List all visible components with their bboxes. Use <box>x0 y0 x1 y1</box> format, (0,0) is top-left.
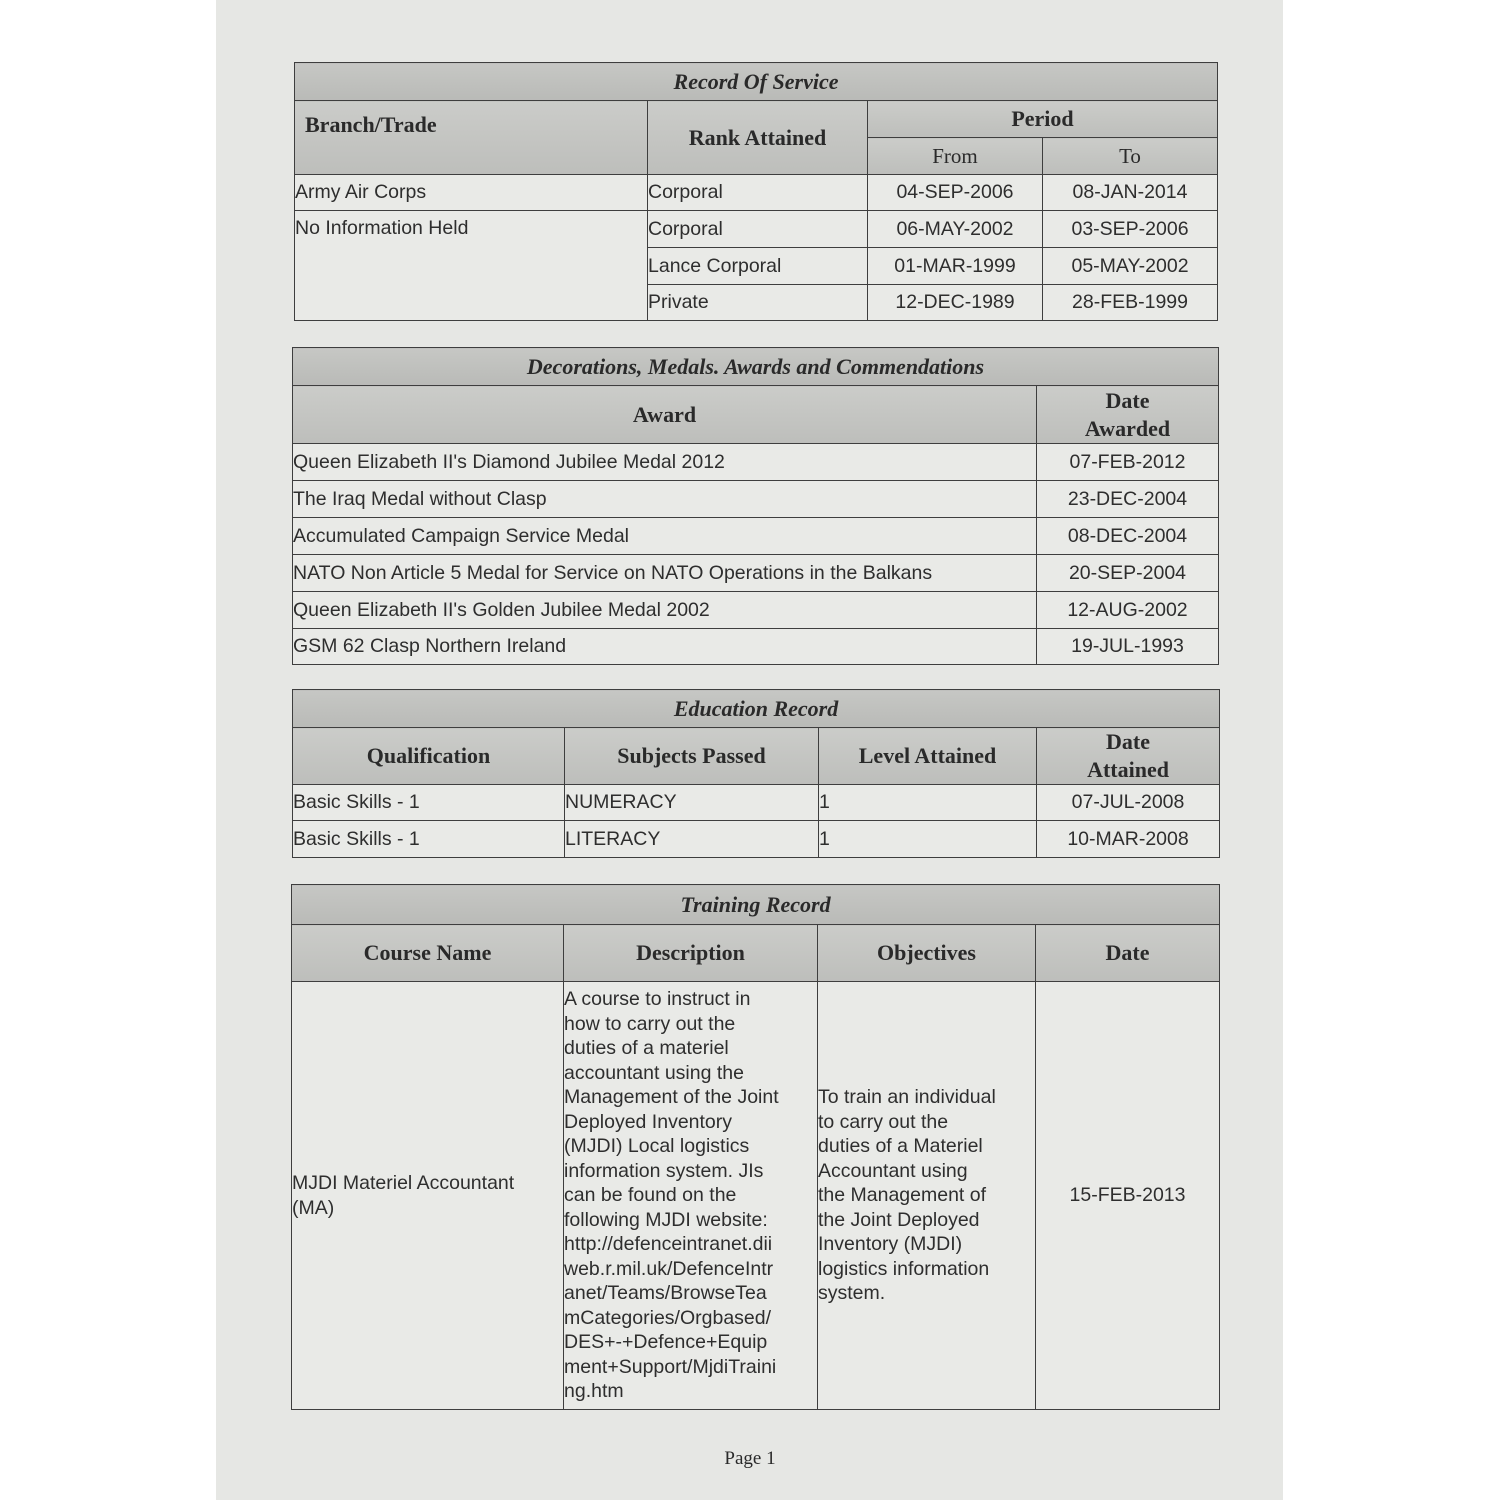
column-header-award: Award <box>293 386 1037 444</box>
column-header-rank: Rank Attained <box>648 101 868 175</box>
column-header-date: Date <box>1036 925 1220 982</box>
column-header-subjects: Subjects Passed <box>565 728 819 785</box>
objectives-cell: To train an individual to carry out the duties of a Materiel Accountant using the Management of the Joint Deployed Inventory (MJDI) logistics information system. <box>818 982 1036 1410</box>
from-date-cell: 12-DEC-1989 <box>868 285 1043 321</box>
table-row <box>293 481 1219 518</box>
award-cell: GSM 62 Clasp Northern Ireland <box>293 629 1037 665</box>
section-title: Training Record <box>292 885 1220 925</box>
award-cell: The Iraq Medal without Clasp <box>293 481 1037 518</box>
from-date-cell: 04-SEP-2006 <box>868 175 1043 211</box>
award-date-cell: 20-SEP-2004 <box>1037 555 1219 592</box>
table-row <box>293 444 1219 481</box>
table-row <box>293 785 1220 821</box>
level-cell: 1 <box>819 821 1037 858</box>
award-date-cell: 19-JUL-1993 <box>1037 629 1219 665</box>
column-header-date-awarded: Date Awarded <box>1037 386 1219 444</box>
column-header-from: From <box>868 138 1043 175</box>
to-date-cell: 08-JAN-2014 <box>1043 175 1218 211</box>
table-row <box>295 211 1218 248</box>
table-row <box>293 821 1220 858</box>
column-header-course-name: Course Name <box>292 925 564 982</box>
section-title: Education Record <box>293 690 1220 728</box>
table-row <box>293 592 1219 629</box>
subjects-cell: NUMERACY <box>565 785 819 821</box>
course-name-cell: MJDI Materiel Accountant (MA) <box>292 982 564 1410</box>
rank-cell: Corporal <box>648 211 868 248</box>
education-table <box>292 689 1220 858</box>
award-cell: Queen Elizabeth II's Golden Jubilee Medal 2002 <box>293 592 1037 629</box>
qualification-cell: Basic Skills - 1 <box>293 785 565 821</box>
column-header-qualification: Qualification <box>293 728 565 785</box>
column-header-objectives: Objectives <box>818 925 1036 982</box>
award-date-cell: 12-AUG-2002 <box>1037 592 1219 629</box>
to-date-cell: 05-MAY-2002 <box>1043 248 1218 285</box>
column-header-level: Level Attained <box>819 728 1037 785</box>
award-date-cell: 08-DEC-2004 <box>1037 518 1219 555</box>
award-date-cell: 23-DEC-2004 <box>1037 481 1219 518</box>
column-header-to: To <box>1043 138 1218 175</box>
from-date-cell: 06-MAY-2002 <box>868 211 1043 248</box>
rank-cell: Lance Corporal <box>648 248 868 285</box>
rank-cell: Corporal <box>648 175 868 211</box>
table-row <box>292 982 1220 1410</box>
table-row <box>293 518 1219 555</box>
date-attained-cell: 07-JUL-2008 <box>1037 785 1220 821</box>
section-title: Record Of Service <box>295 63 1218 101</box>
branch-cell: Army Air Corps <box>295 175 648 211</box>
to-date-cell: 28-FEB-1999 <box>1043 285 1218 321</box>
rank-cell: Private <box>648 285 868 321</box>
to-date-cell: 03-SEP-2006 <box>1043 211 1218 248</box>
description-cell: A course to instruct in how to carry out the duties of a materiel accountant using the Management of the Joint Deployed Inventory (MJDI) Local logistics information system. JIs can be found on the following MJDI website: http://defenceintranet.dii web.r.mil.uk/DefenceIntr anet/Teams/BrowseTea mCategories/Orgbased/ DES+-+Defence+Equip ment+Support/MjdiTraini ng.htm <box>564 982 818 1410</box>
training-date-cell: 15-FEB-2013 <box>1036 982 1220 1410</box>
column-header-period: Period <box>868 101 1218 138</box>
column-header-description: Description <box>564 925 818 982</box>
section-title: Decorations, Medals. Awards and Commendations <box>293 348 1219 386</box>
level-cell: 1 <box>819 785 1037 821</box>
record-of-service-table <box>294 62 1218 321</box>
page-number: Page 1 <box>724 1448 776 1469</box>
column-header-date-attained: Date Attained <box>1037 728 1220 785</box>
table-row <box>295 175 1218 211</box>
award-date-cell: 07-FEB-2012 <box>1037 444 1219 481</box>
subjects-cell: LITERACY <box>565 821 819 858</box>
table-row <box>293 629 1219 665</box>
branch-cell: No Information Held <box>295 211 648 321</box>
from-date-cell: 01-MAR-1999 <box>868 248 1043 285</box>
training-table <box>291 884 1220 1410</box>
qualification-cell: Basic Skills - 1 <box>293 821 565 858</box>
column-header-branch: Branch/Trade <box>295 101 648 175</box>
decorations-table <box>292 347 1219 665</box>
table-row <box>293 555 1219 592</box>
date-attained-cell: 10-MAR-2008 <box>1037 821 1220 858</box>
award-cell: Accumulated Campaign Service Medal <box>293 518 1037 555</box>
award-cell: Queen Elizabeth II's Diamond Jubilee Medal 2012 <box>293 444 1037 481</box>
award-cell: NATO Non Article 5 Medal for Service on NATO Operations in the Balkans <box>293 555 1037 592</box>
